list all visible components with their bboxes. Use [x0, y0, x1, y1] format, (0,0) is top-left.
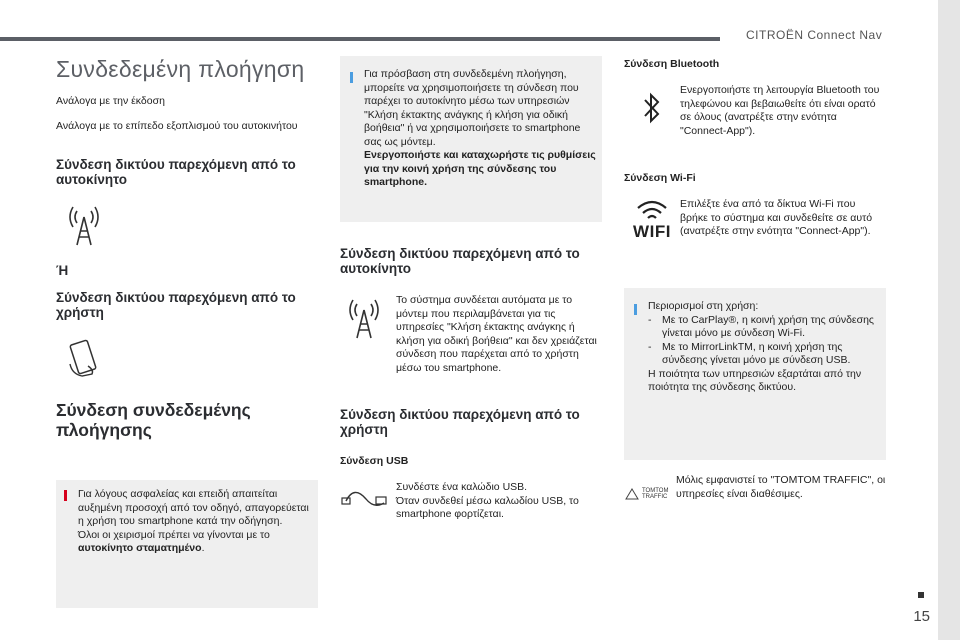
usb-cable-icon [340, 481, 396, 521]
bluetooth-text: Ενεργοποιήστε τη λειτουργία Bluetooth του τηλεφώνου και βεβαιωθείτε ότι είναι ορατό σε όλους (ανατρέξτε στην ενότητα "Connect-App"). [680, 84, 880, 137]
page-number: 15 [913, 608, 930, 625]
column-left [56, 56, 320, 440]
info-box-limits: Περιορισμοί στη χρήση: - Με το CarPlay®, η κοινή χρήση της σύνδεσης γίνεται μόνο με σύνδεση Wi-Fi. - Με το MirrorLinkTM, η κοινή χρήση της σύνδεσης γίνεται μόνο με σύνδεση USB. Η ποιότητα των υπηρεσιών εξαρτάται από την ποιότητα της σύνδεσης δικτύου. [624, 288, 886, 460]
warning-text: Για λόγους ασφαλείας και επειδή απαιτείται αυξημένη προσοχή από τον οδηγό, απαγορεύεται η χρήση του smartphone κατά την οδήγηση. [78, 488, 309, 527]
heading-user-network-2: Σύνδεση δικτύου παρεχόμενη από το χρήστη [340, 407, 580, 437]
or-label: Ή [56, 263, 69, 278]
smartphone-hand-icon [60, 334, 108, 382]
warning-marker [64, 490, 67, 501]
tomtom-traffic-icon [624, 474, 676, 514]
page-marker [918, 592, 924, 598]
heading-vehicle-network: Σύνδεση δικτύου παρεχόμενη από το αυτοκίνητο [56, 157, 296, 187]
warning-box [56, 480, 318, 608]
tomtom-label: TOMTOM TRAFFIC [642, 488, 669, 500]
usb-text: Συνδέστε ένα καλώδιο USB. [396, 481, 528, 493]
side-strip [938, 0, 960, 640]
wifi-icon [624, 198, 680, 250]
quality-note: Η ποιότητα των υπηρεσιών εξαρτάται από την ποιότητα της σύνδεσης δικτύου. [648, 367, 862, 393]
wifi-text: Επιλέξτε ένα από τα δίκτυα Wi-Fi που βρήκε το σύστημα και συνδεθείτε σε αυτό (ανατρέξτε στην ενότητα "Connect-App"). [680, 198, 873, 237]
heading-usb: Σύνδεση USB [340, 455, 409, 467]
brand-header: CITROËN Connect Nav [746, 28, 883, 42]
warning-text-2: Όλοι οι χειρισμοί πρέπει να γίνονται με το [78, 528, 270, 541]
usb-text-2: Όταν συνδεθεί μέσω καλωδίου USB, το smartphone φορτίζεται. [396, 494, 579, 520]
column-right [624, 56, 886, 250]
heading-connected-navigation: Σύνδεση συνδεδεμένης πλοήγησης [56, 400, 251, 440]
wifi-label: WIFI [633, 222, 671, 241]
antenna-icon [60, 201, 108, 249]
info-marker [350, 72, 353, 83]
tomtom-text: Μόλις εμφανιστεί το "TOMTOM TRAFFIC", οι υπηρεσίες είναι διαθέσιμες. [676, 474, 886, 500]
heading-user-network: Σύνδεση δικτύου παρεχόμενη από το χρήστη [56, 290, 296, 320]
page-title: Συνδεδεμένη πλοήγηση [56, 56, 305, 82]
info-box-access [340, 56, 602, 222]
column-middle [340, 246, 602, 522]
heading-wifi: Σύνδεση Wi-Fi [624, 172, 696, 184]
vehicle-connection-text: Το σύστημα συνδέεται αυτόματα με το μόντεμ που περιλαμβάνεται για τις υπηρεσίες "Κλήση έκτακτης ανάγκης ή κλήση για οδική βοήθεια" και δεν χρειάζεται σύνδεση που παρέχεται από το χρήστη μέσω του smartphone. [396, 294, 597, 374]
warning-text-end: . [201, 542, 205, 554]
version-note: Ανάλογα με την έκδοση [56, 95, 165, 107]
warning-text-bold: αυτοκίνητο σταματημένο [78, 542, 202, 554]
info-access-bold: Ενεργοποιήστε και καταχωρήστε τις ρυθμίσεις για την κοινή χρήση της σύνδεσης του smartphone. [364, 149, 596, 188]
limit-carplay: Με το CarPlay®, η κοινή χρήση της σύνδεσης γίνεται μόνο με σύνδεση Wi-Fi. [662, 313, 874, 339]
heading-bluetooth: Σύνδεση Bluetooth [624, 58, 720, 70]
bluetooth-icon [624, 84, 680, 132]
info-marker-2 [634, 304, 637, 315]
heading-vehicle-network-2: Σύνδεση δικτύου παρεχόμενη από το αυτοκίνητο [340, 246, 580, 276]
info-access-text: Για πρόσβαση στη συνδεδεμένη πλοήγηση, μπορείτε να χρησιμοποιήσετε τη σύνδεση που παρέχει το αυτοκίνητο μέσω των υπηρεσιών "Κλήση έκτακτης ανάγκης ή κλήση για οδική βοήθεια" ή να χρησιμοποιήσετε το smartphone σας ως μόντεμ. [364, 68, 581, 148]
top-rule [0, 37, 720, 41]
antenna-icon-2 [340, 294, 396, 342]
equipment-note: Ανάλογα με το επίπεδο εξοπλισμού του αυτοκινήτου [56, 120, 298, 132]
limit-mirrorlink: Με το MirrorLinkTM, η κοινή χρήση της σύνδεσης γίνεται μόνο με σύνδεση USB. [662, 340, 851, 366]
limits-title: Περιορισμοί στη χρήση: [648, 300, 759, 312]
